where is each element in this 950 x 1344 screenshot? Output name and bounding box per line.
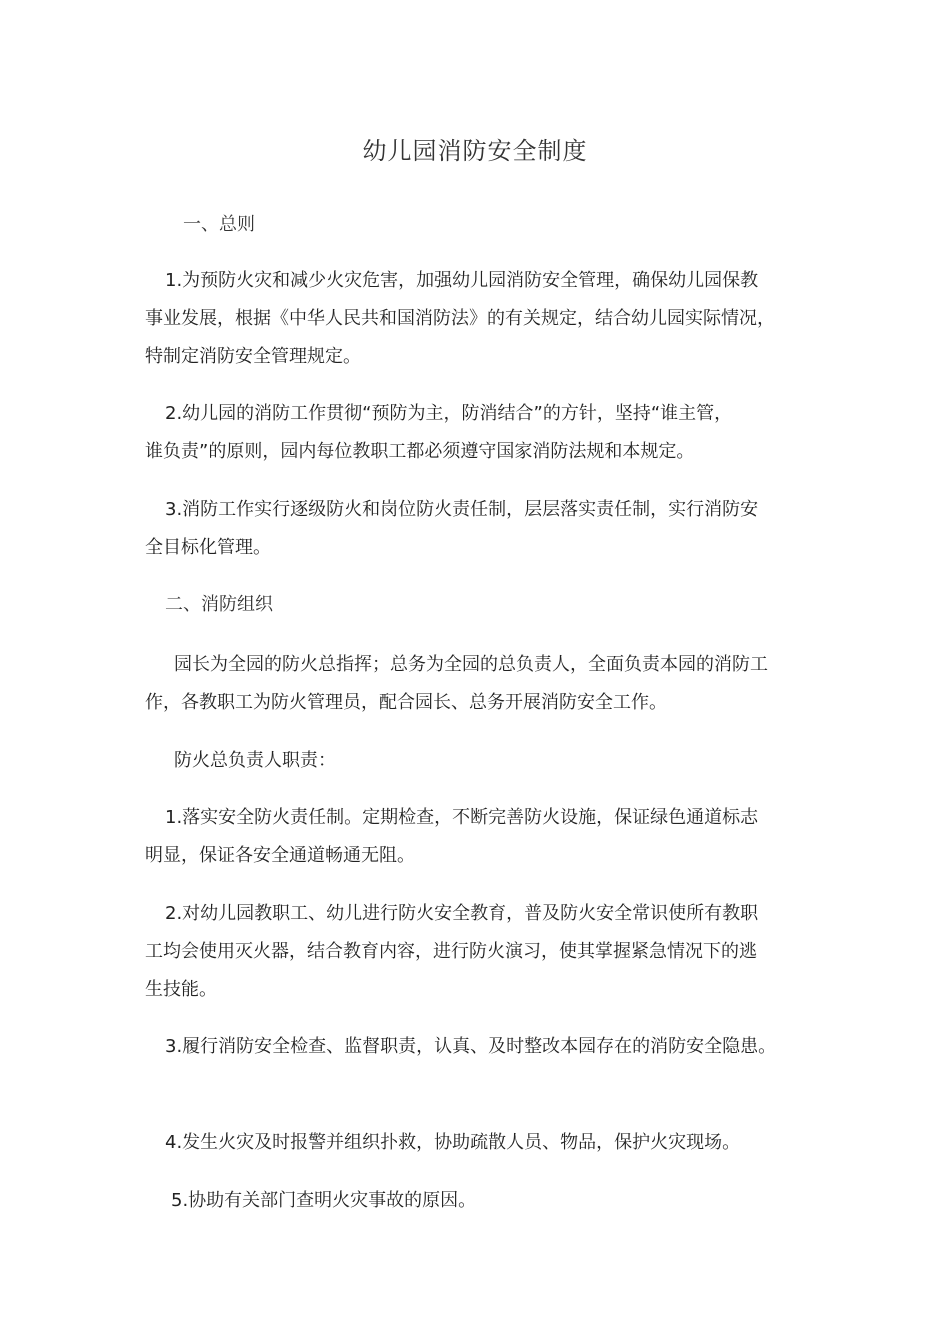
- paragraph-line: 生技能。: [145, 979, 217, 1000]
- section-heading-organization: 二、消防组织: [165, 594, 273, 615]
- paragraph-line: 4.发生火灾及时报警并组织扑救，协助疏散人员、物品，保护火灾现场。: [165, 1132, 741, 1153]
- document-title: 幼儿园消防安全制度: [362, 137, 588, 165]
- paragraph-line: 全目标化管理。: [145, 537, 271, 558]
- paragraph-line: 1.为预防火灾和减少火灾危害，加强幼儿园消防安全管理，确保幼儿园保教: [165, 270, 759, 291]
- paragraph-line: 1.落实安全防火责任制。定期检查，不断完善防火设施，保证绿色通道标志: [165, 807, 759, 828]
- paragraph-line: 5.协助有关部门查明火灾事故的原因。: [171, 1190, 477, 1211]
- section-heading-general: 一、总则: [183, 214, 255, 235]
- paragraph-line: 明显，保证各安全通道畅通无阻。: [145, 845, 415, 866]
- paragraph-line: 工均会使用灭火器，结合教育内容，进行防火演习，使其掌握紧急情况下的逃: [145, 941, 757, 962]
- paragraph-line: 特制定消防安全管理规定。: [145, 346, 361, 367]
- paragraph-line: 3.履行消防安全检查、监督职责，认真、及时整改本园存在的消防安全隐患。: [165, 1036, 777, 1057]
- paragraph-line: 谁负责”的原则，园内每位教职工都必须遵守国家消防法规和本规定。: [145, 441, 695, 462]
- paragraph-line: 作，各教职工为防火管理员，配合园长、总务开展消防安全工作。: [145, 692, 667, 713]
- paragraph-line: 2.幼儿园的消防工作贯彻“预防为主，防消结合”的方针，坚持“谁主管，: [165, 403, 733, 424]
- subheading-responsibilities: 防火总负责人职责：: [174, 750, 336, 771]
- paragraph-line: 2.对幼儿园教职工、幼儿进行防火安全教育，普及防火安全常识使所有教职: [165, 903, 759, 924]
- paragraph-line: 3.消防工作实行逐级防火和岗位防火责任制，层层落实责任制，实行消防安: [165, 499, 759, 520]
- paragraph-line: 园长为全园的防火总指挥；总务为全园的总负责人，全面负责本园的消防工: [174, 654, 768, 675]
- paragraph-line: 事业发展，根据《中华人民共和国消防法》的有关规定，结合幼儿园实际情况，: [145, 308, 775, 329]
